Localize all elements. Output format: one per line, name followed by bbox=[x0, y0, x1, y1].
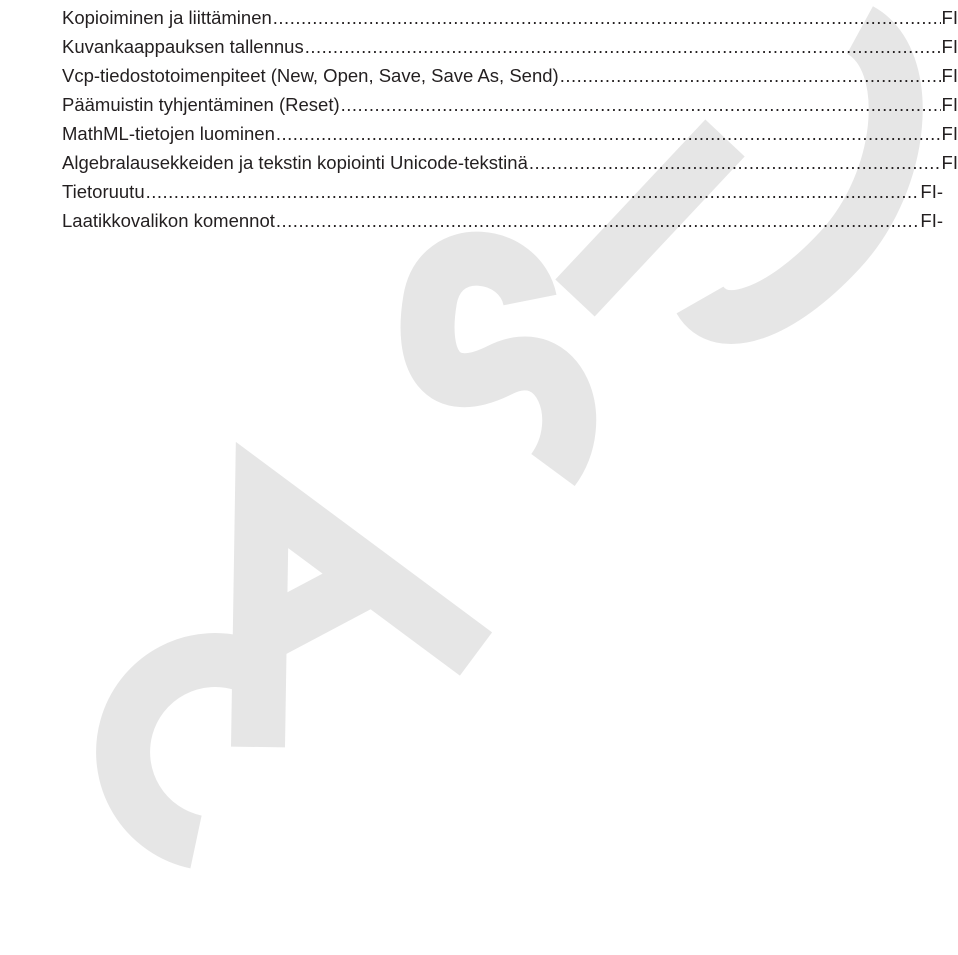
toc-entry-screenshot-save[interactable] bbox=[62, 36, 958, 65]
dot-leader bbox=[305, 36, 941, 58]
dot-leader bbox=[273, 7, 941, 29]
toc-entry-page[interactable]: FI bbox=[941, 65, 958, 86]
toc-entry-label[interactable]: Laatikkovalikon komennot bbox=[62, 210, 275, 231]
toc-entry-page[interactable]: FI bbox=[941, 123, 958, 144]
toc-entry-label[interactable]: Algebralausekkeiden ja tekstin kopiointi Unicode-tekstinä bbox=[62, 152, 528, 173]
toc-entry-label[interactable]: MathML-tietojen luominen bbox=[62, 123, 275, 144]
dot-leader bbox=[560, 65, 941, 87]
toc-entry-label[interactable]: Vcp-tiedostotoimenpiteet (New, Open, Save, Save As, Send) bbox=[62, 65, 559, 86]
dot-leader bbox=[341, 94, 941, 116]
toc-entry-label[interactable]: Kuvankaappauksen tallennus bbox=[62, 36, 304, 57]
toc-entry-unicode-copy[interactable] bbox=[62, 152, 958, 181]
toc-entry-label[interactable]: Päämuistin tyhjentäminen (Reset) bbox=[62, 94, 340, 115]
toc-entry-copy-paste[interactable] bbox=[62, 7, 958, 36]
dot-leader bbox=[529, 152, 941, 174]
dot-leader bbox=[276, 210, 920, 232]
table-of-contents bbox=[62, 7, 958, 239]
toc-entry-mathml[interactable] bbox=[62, 123, 958, 152]
dot-leader bbox=[146, 181, 920, 203]
toc-entry-page[interactable]: FI bbox=[941, 36, 958, 57]
toc-entry-box-menu-commands[interactable] bbox=[62, 210, 958, 239]
toc-entry-page[interactable]: FI bbox=[941, 94, 958, 115]
toc-entry-page[interactable]: FI bbox=[941, 152, 958, 173]
watermark-letter-c bbox=[123, 660, 245, 842]
toc-entry-page[interactable]: FI- bbox=[920, 210, 943, 231]
toc-entry-reset-main-memory[interactable] bbox=[62, 94, 958, 123]
toc-entry-page[interactable]: FI bbox=[941, 7, 958, 28]
toc-entry-label[interactable]: Kopioiminen ja liittäminen bbox=[62, 7, 272, 28]
dot-leader bbox=[276, 123, 941, 145]
toc-entry-label[interactable]: Tietoruutu bbox=[62, 181, 145, 202]
toc-entry-page[interactable]: FI- bbox=[920, 181, 943, 202]
toc-entry-info-box[interactable] bbox=[62, 181, 958, 210]
watermark-letter-s bbox=[428, 259, 570, 470]
toc-entry-vcp-file-operations[interactable] bbox=[62, 65, 958, 94]
